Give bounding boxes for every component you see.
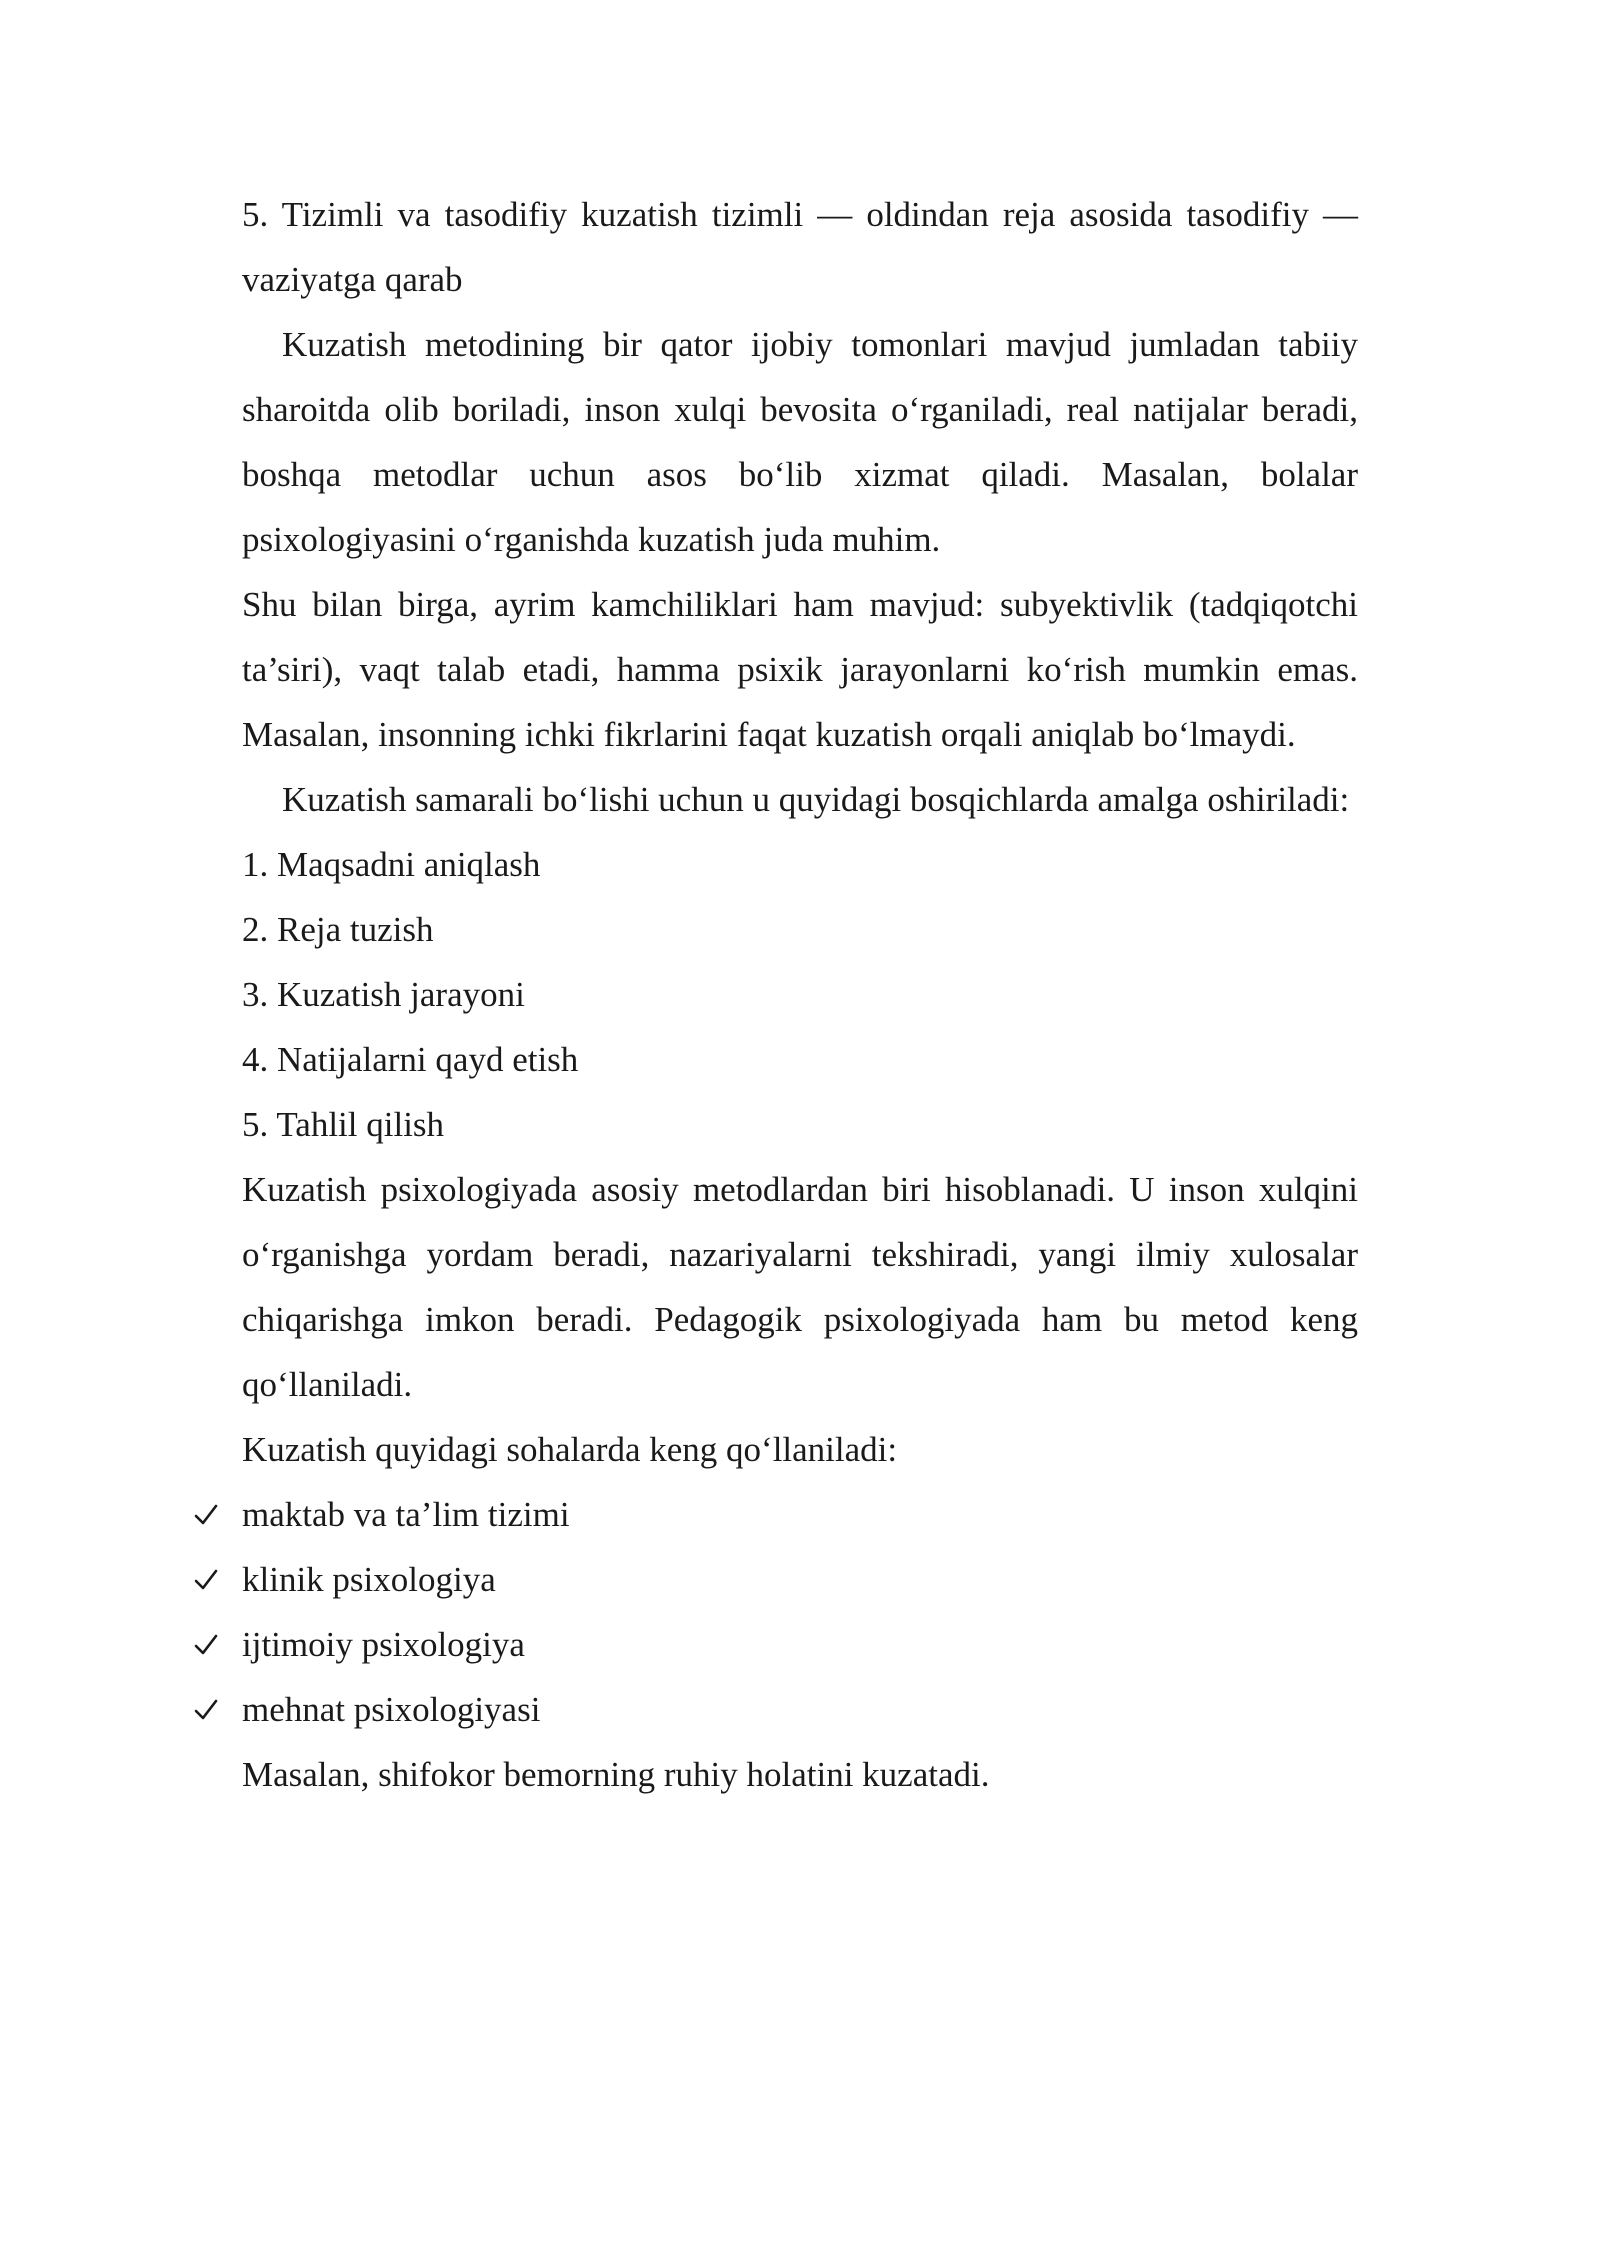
area-label: mehnat psixologiyasi <box>242 1690 541 1729</box>
area-item <box>242 1612 1358 1677</box>
area-item <box>242 1482 1358 1547</box>
stage-item: 4. Natijalarni qayd etish <box>242 1040 579 1079</box>
area-label: ijtimoiy psixologiya <box>242 1625 525 1664</box>
stage-item: 5. Tahlil qilish <box>242 1105 445 1144</box>
areas-list <box>242 1482 1358 1742</box>
checkmark-icon <box>186 1612 226 1677</box>
paragraph-advantages: Kuzatish metodining bir qator ijobiy tomonlari mavjud jumladan tabiiy sharoitda olib boriladi, inson xulqi bevosita o‘rganiladi, real natijalar beradi, boshqa metodlar uchun asos bo‘lib xizmat qiladi. Masalan, bolalar psixologiyasini o‘rganishda kuzatish juda muhim. <box>242 325 1358 559</box>
checkmark-icon <box>186 1547 226 1612</box>
paragraph-disadvantages: Shu bilan birga, ayrim kamchiliklari ham mavjud: subyektivlik (tadqiqotchi ta’siri), vaqt talab etadi, hamma psixik jarayonlarni ko‘rish mumkin emas. Masalan, insonning ichki fikrlarini faqat kuzatish orqali aniqlab bo‘lmaydi. <box>242 585 1358 754</box>
stage-item: 3. Kuzatish jarayoni <box>242 975 525 1014</box>
area-label: klinik psixologiya <box>242 1560 496 1599</box>
paragraph-example: Masalan, shifokor bemorning ruhiy holatini kuzatadi. <box>242 1755 990 1794</box>
document-body <box>242 182 1358 1807</box>
paragraph-stages-intro: Kuzatish samarali bo‘lishi uchun u quyidagi bosqichlarda amalga oshiriladi: <box>282 780 1350 819</box>
stages-list <box>242 832 1358 1157</box>
checkmark-icon <box>186 1482 226 1547</box>
area-item <box>242 1547 1358 1612</box>
paragraph-importance: Kuzatish psixologiyada asosiy metodlardan biri hisoblanadi. U inson xulqini o‘rganishga yordam beradi, nazariyalarni tekshiradi, yangi ilmiy xulosalar chiqarishga imkon beradi. Pedagogik psixologiyada ham bu metod keng qo‘llaniladi. <box>242 1170 1358 1404</box>
paragraph-observation-types: 5. Tizimli va tasodifiy kuzatish tizimli — oldindan reja asosida tasodifiy — vaziyatga qarab <box>242 195 1358 299</box>
checkmark-icon <box>186 1677 226 1742</box>
stage-item: 2. Reja tuzish <box>242 910 434 949</box>
area-item <box>242 1677 1358 1742</box>
stage-item: 1. Maqsadni aniqlash <box>242 845 541 884</box>
paragraph-areas-intro: Kuzatish quyidagi sohalarda keng qo‘llaniladi: <box>242 1430 898 1469</box>
area-label: maktab va ta’lim tizimi <box>242 1495 570 1534</box>
